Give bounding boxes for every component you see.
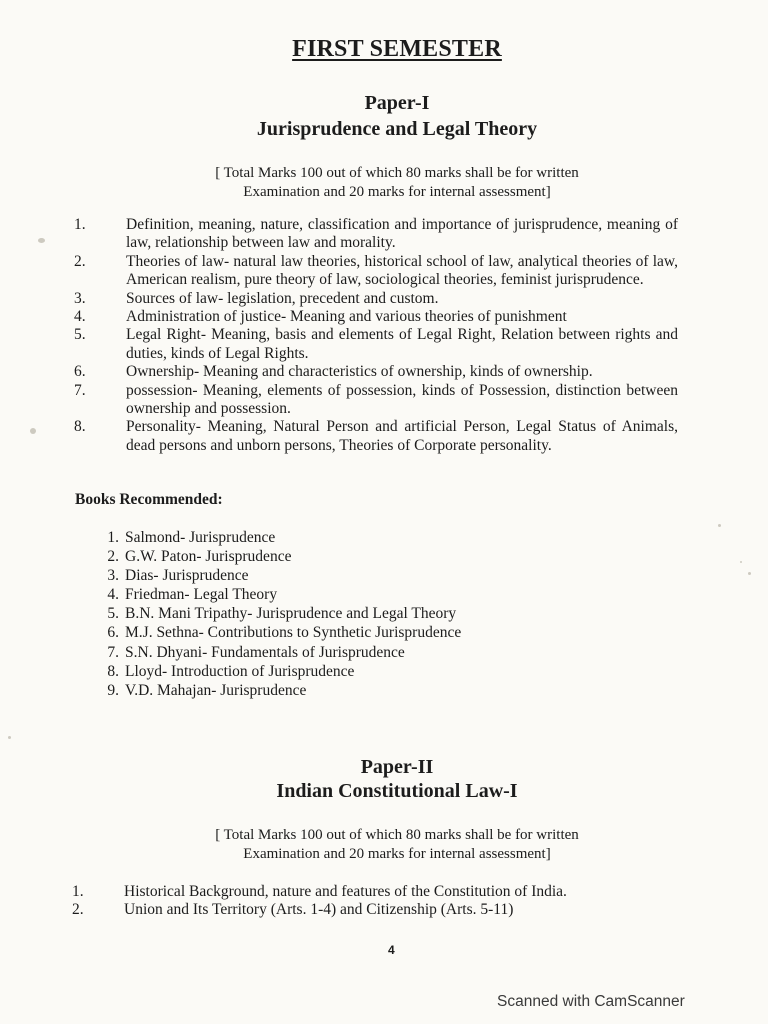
paper2-marks-note — [0, 826, 768, 864]
topic-item — [74, 363, 678, 381]
topic-text: Union and Its Territory (Arts. 1-4) and Citizenship (Arts. 5-11) — [124, 901, 514, 919]
scan-speck — [748, 572, 751, 575]
topic-text: Definition, meaning, nature, classification and importance of jurisprudence, meaning of law, relationship between law and morality. — [126, 216, 678, 252]
book-number: 5. — [107, 605, 119, 623]
book-item — [92, 681, 461, 700]
topic-number: 2. — [72, 901, 84, 919]
scanner-watermark: Scanned with CamScanner — [497, 993, 685, 1010]
scan-speck — [38, 238, 45, 243]
paper1-topic-list — [74, 216, 678, 455]
book-title: Friedman- Legal Theory — [125, 586, 278, 604]
topic-text: Legal Right- Meaning, basis and elements of Legal Right, Relation between rights and duties, kinds of Legal Rights. — [126, 326, 678, 362]
topic-text: Ownership- Meaning and characteristics of ownership, kinds of ownership. — [126, 363, 593, 381]
topic-number: 6. — [74, 363, 86, 381]
book-item — [92, 566, 461, 585]
paper1-marks-line-2: Examination and 20 marks for internal assessment] — [243, 184, 551, 200]
paper1-number: Paper-I — [364, 92, 430, 114]
book-title: M.J. Sethna- Contributions to Synthetic Jurisprudence — [125, 624, 462, 642]
scan-speck — [718, 524, 721, 527]
book-item — [92, 528, 461, 547]
paper1-name: Jurisprudence and Legal Theory — [256, 118, 538, 140]
book-item — [92, 604, 461, 623]
topic-item — [74, 326, 678, 363]
topic-text: possession- Meaning, elements of possession, kinds of Possession, distinction between ownership and possession. — [126, 381, 678, 418]
topic-number: 7. — [74, 381, 86, 399]
topic-number: 3. — [74, 289, 86, 307]
book-title: V.D. Mahajan- Jurisprudence — [125, 681, 307, 699]
topic-item — [74, 216, 678, 253]
topic-text: Administration of justice- Meaning and various theories of punishment — [126, 308, 567, 326]
books-heading: Books Recommended: — [75, 491, 223, 508]
book-title: Dias- Jurisprudence — [125, 567, 249, 585]
topic-number: 5. — [74, 326, 86, 344]
book-number: 9. — [107, 681, 119, 699]
topic-text: Theories of law- natural law theories, historical school of law, analytical theories of law, American realism, pure theory of law, sociological theories, feminist jurisprudence. — [126, 252, 678, 289]
scan-speck — [8, 736, 11, 739]
page-number: 4 — [388, 943, 395, 957]
semester-title: FIRST SEMESTER — [292, 36, 502, 62]
topic-number: 2. — [74, 252, 86, 270]
book-number: 6. — [107, 624, 119, 642]
book-title: Salmond- Jurisprudence — [125, 529, 276, 546]
paper2-marks-line-1: [ Total Marks 100 out of which 80 marks shall be for written — [215, 827, 579, 843]
book-title: Lloyd- Introduction of Jurisprudence — [125, 662, 355, 680]
scan-speck — [30, 428, 36, 434]
book-number: 3. — [107, 567, 119, 585]
paper2-topic-list — [72, 883, 692, 920]
topic-item — [74, 290, 678, 308]
topic-item — [74, 382, 678, 419]
book-number: 7. — [107, 643, 119, 661]
book-title: S.N. Dhyani- Fundamentals of Jurisprudence — [125, 643, 405, 661]
book-title: B.N. Mani Tripathy- Jurisprudence and Legal Theory — [125, 605, 457, 623]
paper1-marks-line-1: [ Total Marks 100 out of which 80 marks shall be for written — [215, 165, 579, 181]
topic-text: Historical Background, nature and features of the Constitution of India. — [124, 883, 567, 900]
book-title: G.W. Paton- Jurisprudence — [125, 548, 292, 566]
topic-item — [72, 901, 692, 919]
book-number: 2. — [107, 548, 119, 566]
book-item — [92, 623, 461, 642]
book-number: 8. — [107, 662, 119, 680]
scan-speck — [740, 561, 742, 563]
book-number: 4. — [107, 586, 119, 604]
book-item — [92, 643, 461, 662]
topic-text: Sources of law- legislation, precedent and custom. — [126, 289, 439, 307]
topic-item — [72, 883, 692, 901]
topic-text: Personality- Meaning, Natural Person and artificial Person, Legal Status of Animals, dead persons and unborn persons, Theories of Corporate personality. — [126, 418, 678, 454]
topic-item — [74, 308, 678, 326]
book-item — [92, 662, 461, 681]
topic-number: 1. — [74, 216, 86, 233]
topic-number: 8. — [74, 418, 86, 436]
paper1-marks-note — [0, 164, 768, 202]
book-number: 1. — [107, 529, 119, 546]
book-list — [92, 528, 461, 700]
topic-item — [74, 253, 678, 290]
topic-number: 4. — [74, 308, 86, 326]
topic-item — [74, 418, 678, 455]
topic-number: 1. — [72, 883, 84, 900]
book-item — [92, 585, 461, 604]
paper2-name: Indian Constitutional Law-I — [276, 780, 518, 802]
paper2-marks-line-2: Examination and 20 marks for internal assessment] — [243, 846, 551, 862]
book-item — [92, 547, 461, 566]
paper2-number: Paper-II — [360, 756, 434, 778]
